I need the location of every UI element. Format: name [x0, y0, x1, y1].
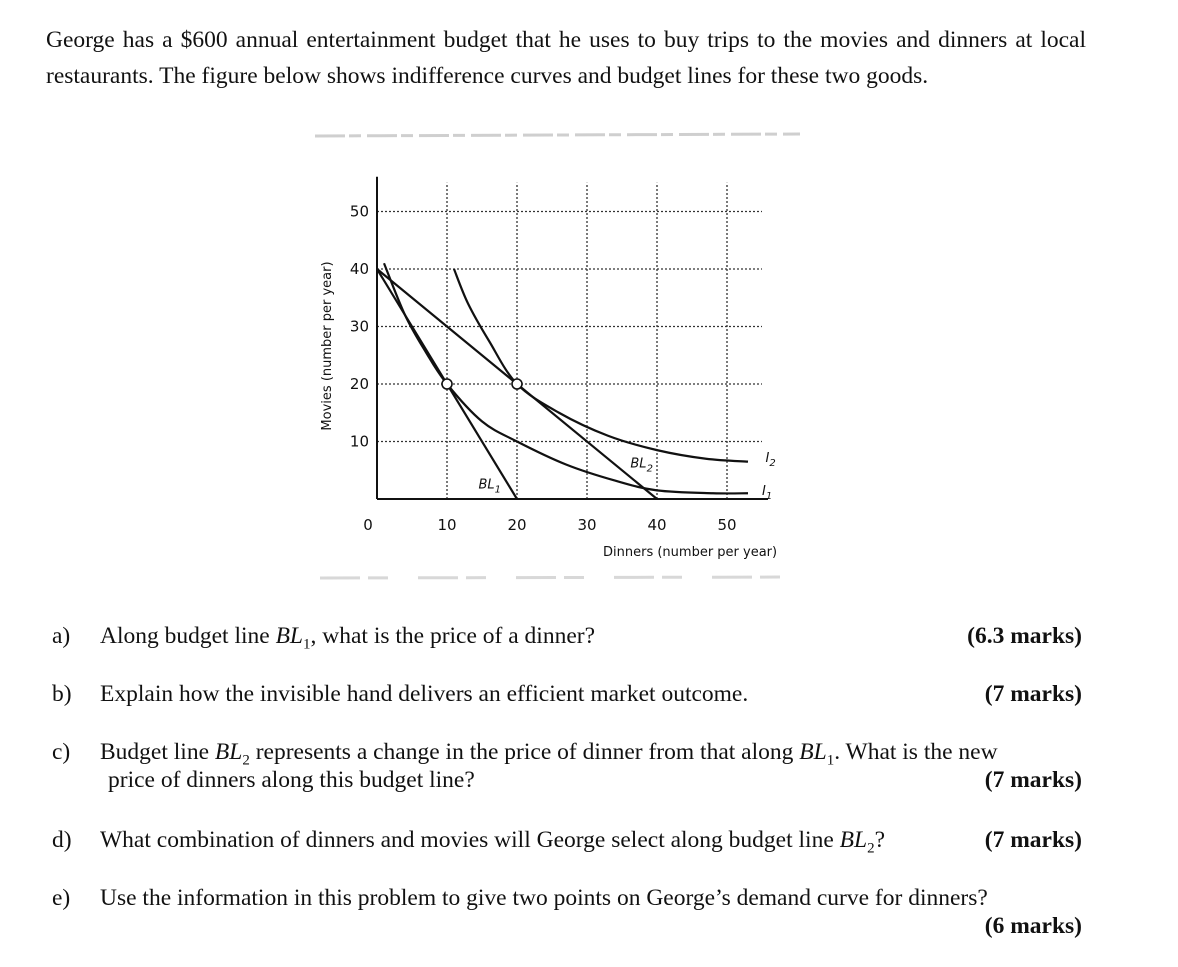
scan-border-bottom [320, 577, 805, 578]
question-a [52, 622, 1082, 652]
bl2-label: $BL_2$ [630, 456, 653, 475]
question-b-text: Explain how the invisible hand delivers an efficient market outcome. [100, 681, 749, 707]
question-d-letter: d) [52, 827, 72, 853]
question-e [52, 884, 1082, 944]
question-d-text-pre: What combination of dinners and movies will George select along budget line [100, 827, 840, 853]
question-c-sub: 2 [242, 752, 250, 769]
x-tick-label-20: 20 [507, 516, 527, 534]
question-c-var2: BL [799, 739, 827, 765]
question-c-letter: c) [52, 739, 71, 765]
i1-indifference-curve [384, 263, 748, 493]
question-b [52, 680, 1082, 710]
question-a-letter: a) [52, 623, 71, 649]
question-d-sub: 2 [867, 840, 875, 857]
x-tick-label-0: 0 [363, 516, 373, 534]
y-tick-label-30: 30 [349, 317, 369, 336]
question-c-var: BL [214, 739, 243, 765]
question-d [52, 826, 1082, 856]
y-tick-label-40: 40 [349, 260, 369, 278]
question-e-text: Use the information in this problem to give two points on George’s demand curve for dinners? [100, 885, 988, 911]
x-tick-label-30: 30 [577, 516, 597, 534]
chart-svg [300, 128, 820, 593]
x-tick-label-40: 40 [647, 516, 667, 534]
x-axis-title: Dinners (number per year) [603, 545, 778, 560]
scan-border-top [315, 134, 800, 136]
y-tick-label-50: 50 [349, 202, 369, 221]
question-a-marks: (6.3 marks) [967, 623, 1082, 649]
question-a-text-pre: Along budget line [100, 623, 276, 649]
i2-label: $I_2$ [765, 451, 776, 470]
question-e-letter: e) [52, 885, 71, 911]
question-d-text [100, 826, 885, 863]
x-tick-label-10: 10 [437, 516, 457, 534]
x-tick-label-50: 50 [717, 516, 737, 534]
y-tick-label-20: 20 [349, 375, 369, 393]
problem-intro: George has a $600 annual entertainment budget that he uses to buy trips to the movies and dinners at local restaurants. The figure below shows indifference curves and budget lines for these two goods. [46, 27, 1086, 89]
question-c-text-pre: Budget line [100, 739, 215, 765]
question-c [52, 738, 1082, 798]
question-c-text-post: . What is the new [834, 739, 998, 765]
question-b-letter: b) [52, 681, 72, 707]
question-a-var: BL [275, 623, 304, 649]
question-c-sub2: 1 [826, 752, 835, 769]
indifference-curve-figure [300, 128, 820, 593]
question-c-line2: price of dinners along this budget line? [108, 767, 475, 793]
i1-label: $I_1$ [762, 483, 773, 502]
question-a-text [100, 622, 595, 659]
question-a-text-post: , what is the price of a dinner? [310, 623, 596, 649]
bl1-label: $BL_1$ [478, 477, 502, 496]
y-axis-title: Movies (number per year) [320, 261, 335, 431]
question-c-marks: (7 marks) [984, 767, 1082, 793]
question-d-marks: (7 marks) [984, 827, 1082, 853]
question-d-var: BL [839, 827, 868, 853]
tangency-point-2 [512, 379, 522, 389]
question-a-sub: 1 [303, 636, 311, 653]
question-d-text-post: ? [874, 827, 886, 853]
tangency-point-1 [442, 379, 452, 389]
question-b-marks: (7 marks) [984, 681, 1082, 707]
question-c-text-mid: represents a change in the price of dinner from that along [249, 739, 800, 765]
y-tick-label-10: 10 [349, 432, 369, 451]
question-e-marks: (6 marks) [984, 913, 1082, 939]
